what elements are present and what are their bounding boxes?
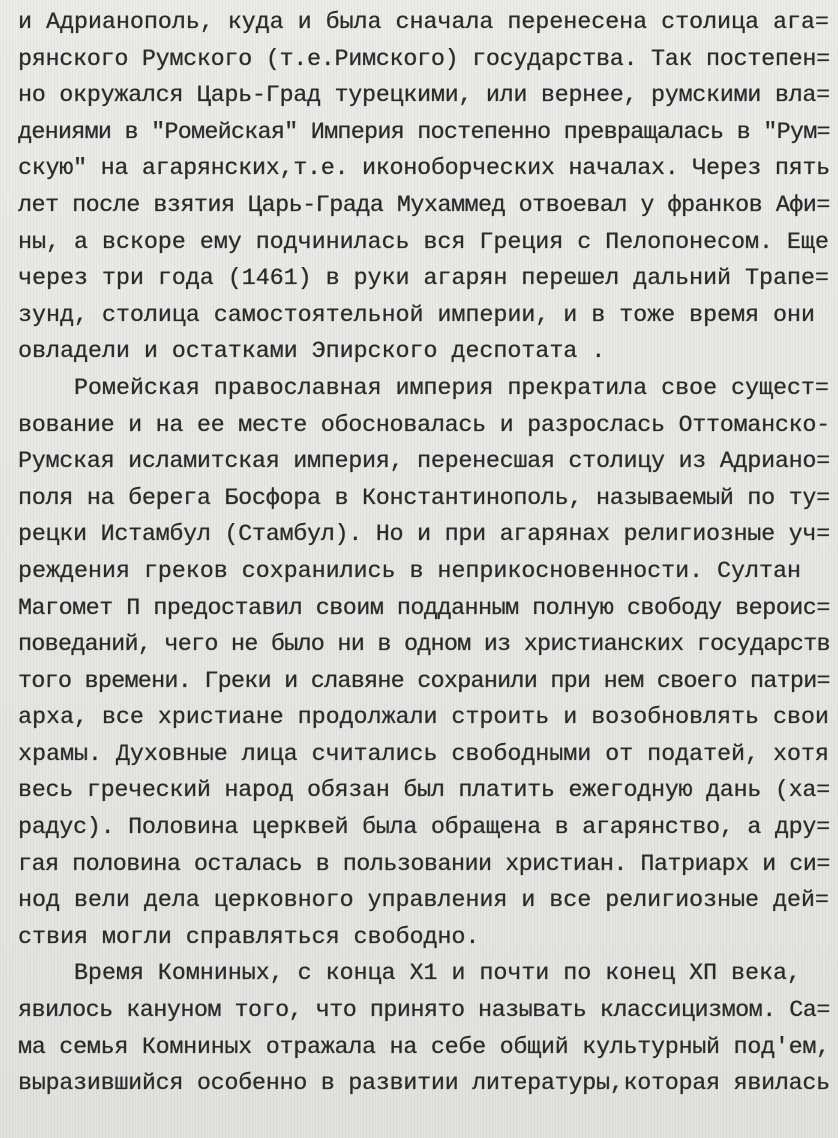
text-line: и Адрианополь, куда и была сначала перенесена столица ага=	[18, 9, 829, 35]
text-line: реждения греков сохранились в неприкосновенности. Султан	[18, 557, 801, 584]
text-line: ствия могли справляться свободно.	[18, 923, 480, 950]
text-line: поведаний, чего не было ни в одном из христианских государств	[18, 631, 830, 658]
text-line: поля на берега Босфора в Константинополь, называемый по ту=	[18, 484, 830, 511]
text-line: арха, все христиане продолжали строить и возобновлять свои	[18, 704, 829, 731]
text-line: Румская исламитская империя, перенесшая столицу из Адриано=	[18, 448, 830, 475]
document-body	[18, 4, 830, 1102]
paragraph-start-line: Время Комниных, с конца Х1 и почти по конец ХП века,	[18, 960, 801, 987]
text-line: лет после взятия Царь-Града Мухаммед отвоевал у франков Афи=	[18, 191, 830, 218]
text-line: храмы. Духовные лица считались свободными от податей, хотя	[18, 740, 829, 767]
text-line: ма семья Комниных отражала на себе общий культурный под'ем,	[18, 1033, 830, 1060]
text-line: рецки Истамбул (Стамбул). Но и при агарянах религиозные уч=	[18, 521, 830, 548]
text-line: овладели и остатками Эпирского деспотата .	[18, 338, 606, 365]
text-line: того времени. Греки и славяне сохранили при нем своего патри=	[18, 667, 830, 694]
text-line: через три года (1461) в руки агарян перешел дальний Трапе=	[18, 265, 829, 292]
text-line: зунд, столица самостоятельной империи, и в тоже время они	[18, 301, 815, 328]
text-line: дениями в "Ромейская" Империя постепенно превращалась в "Рум=	[18, 118, 830, 145]
text-line: вование и на ее месте обосновалась и разрослась Оттоманско-	[18, 411, 830, 438]
text-line: радус). Половина церквей была обращена в агарянство, а дру=	[18, 814, 830, 841]
paragraph-start-line: Ромейская православная империя прекратила свое сущест=	[18, 374, 829, 401]
text-line: скую" на агарянских,т.е. иконоборческих началах. Через пять	[18, 155, 830, 182]
text-line: ны, а вскоре ему подчинилась вся Греция с Пелопонесом. Еще	[18, 228, 829, 255]
text-line: Магомет П предоставил своим подданным полную свободу вероис=	[18, 594, 830, 621]
text-line: нод вели дела церковного управления и все религиозные дей=	[18, 887, 829, 914]
text-line: явилось кануном того, что принято называть классицизмом. Са=	[18, 997, 830, 1024]
text-line: но окружался Царь-Град турецкими, или вернее, румскими вла=	[18, 82, 830, 109]
text-line: весь греческий народ обязан был платить ежегодную дань (ха=	[18, 777, 830, 804]
text-line: гая половина осталась в пользовании христиан. Патриарх и си=	[18, 850, 830, 877]
text-line: рянского Румского (т.е.Римского) государства. Так постепен=	[18, 45, 830, 72]
text-line: выразившийся особенно в развитии литературы,которая явилась	[18, 1070, 830, 1097]
